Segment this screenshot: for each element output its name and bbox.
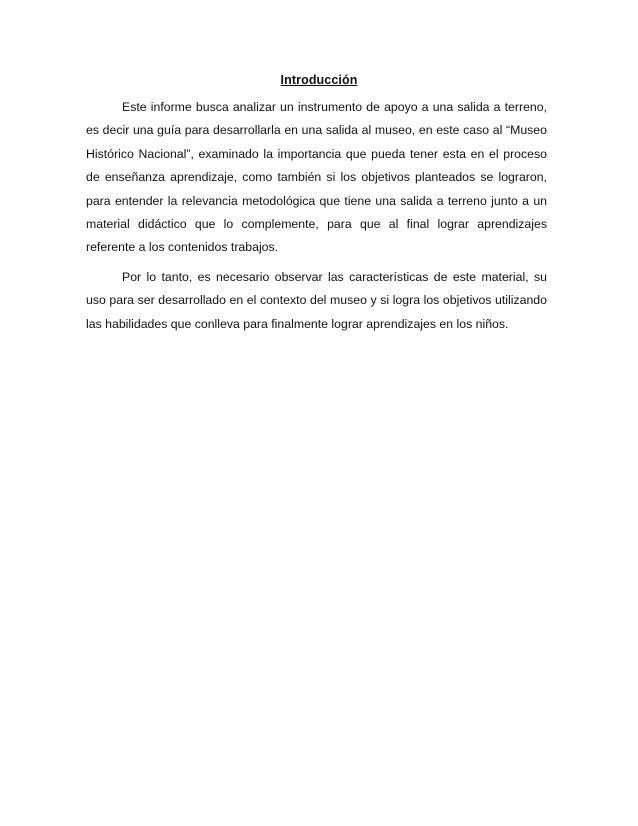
paragraph-2: Por lo tanto, es necesario observar las características de este material, su uso para ser desarrollado en el contexto del museo y si logra los objetivos utilizando las habilidades que conlleva para finalmente lograr aprendizajes en los niños. <box>86 270 547 331</box>
page-title: Introducción <box>280 73 358 87</box>
paragraph-1: Este informe busca analizar un instrumento de apoyo a una salida a terreno, es decir una guía para desarrollarla en una salida al museo, en este caso al “Museo Histórico Nacional”, examinado la importancia que pueda tener esta en el proceso de enseñanza aprendizaje, como también si los objetivos planteados se lograron, para entender la relevancia metodológica que tiene una salida a terreno junto a un material didáctico que lo complemente, para que al final lograr aprendizajes referente a los contenidos trabajos. <box>86 100 547 255</box>
